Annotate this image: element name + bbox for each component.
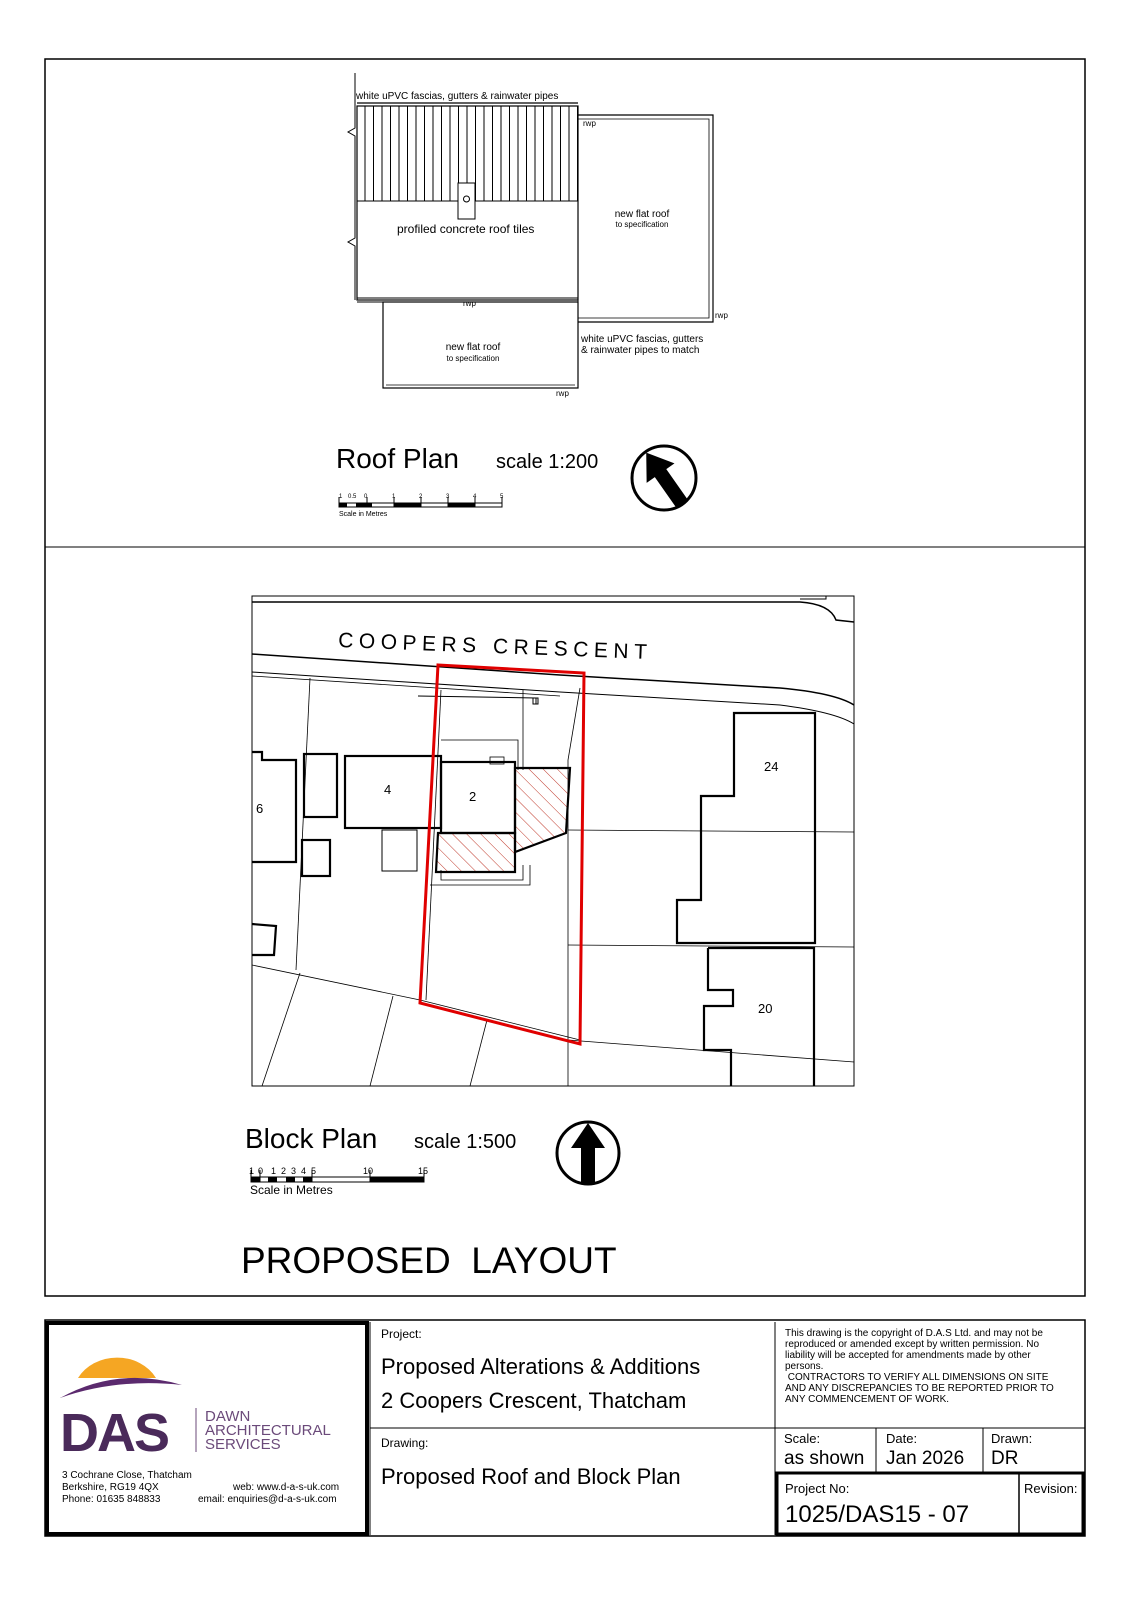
label-fascia-match-1: white uPVC fascias, gutters xyxy=(581,334,704,345)
label-rwp-3: rwp xyxy=(715,311,728,320)
copyright-line-1: This drawing is the copyright of D.A.S Ltd. and may not be xyxy=(785,1328,1043,1339)
house-24 xyxy=(677,713,815,943)
road-edge-bottom xyxy=(252,654,854,705)
block-plan-title: Block Plan xyxy=(245,1123,378,1154)
label-flat-roof-bottom: new flat roof xyxy=(445,342,501,353)
drawn-label: Drawn: xyxy=(991,1431,1033,1446)
house-6-shed xyxy=(302,840,330,876)
project-no-value: 1025/DAS15 - 07 xyxy=(785,1501,970,1528)
house-number-6: 6 xyxy=(256,801,264,816)
block-scale-tick-4: 3 xyxy=(291,1166,297,1176)
label-fascia-match-2: & rainwater pipes to match xyxy=(581,345,700,356)
house-number-24: 24 xyxy=(764,759,779,774)
block-scale-tick-0: 1 xyxy=(249,1166,255,1176)
copyright-line-7: ANY COMMENCEMENT OF WORK. xyxy=(785,1394,950,1405)
roof-scale-tick-1: 0.5 xyxy=(348,494,357,500)
sheet-title: PROPOSED LAYOUT xyxy=(241,1240,617,1281)
project-no-label: Project No: xyxy=(785,1481,850,1496)
logo-arc-icon xyxy=(60,1378,182,1398)
logo-name-2: ARCHITECTURAL xyxy=(205,1422,331,1439)
copyright-line-4: persons. xyxy=(785,1361,824,1372)
block-scale-tick-6: 5 xyxy=(311,1166,317,1176)
label-flat-roof-right: new flat roof xyxy=(614,209,670,220)
project-label: Project: xyxy=(381,1327,422,1341)
label-rwp-1: rwp xyxy=(583,119,596,128)
sheet-border xyxy=(45,59,1085,1296)
north-arrow-icon xyxy=(632,443,696,513)
house-4-outbuilding xyxy=(382,830,417,871)
house-20 xyxy=(708,948,814,1086)
project-line-2: 2 Coopers Crescent, Thatcham xyxy=(381,1388,687,1413)
revision-label: Revision: xyxy=(1024,1481,1078,1496)
extension-side xyxy=(515,768,570,852)
logo-letters: DAS xyxy=(60,1403,169,1463)
drawing-label: Drawing: xyxy=(381,1436,429,1450)
label-roof-tiles: profiled concrete roof tiles xyxy=(397,222,535,236)
logo-name-3: SERVICES xyxy=(205,1436,281,1453)
road-edge-top xyxy=(252,602,854,622)
roof-scale-tick-7: 5 xyxy=(500,494,504,500)
roof-scale-tick-6: 4 xyxy=(473,494,477,500)
scale-value: as shown xyxy=(784,1448,865,1469)
label-rwp-4: rwp xyxy=(556,389,569,398)
label-rwp-2: rwp xyxy=(463,299,476,308)
date-label: Date: xyxy=(886,1431,918,1446)
company-address-2: Berkshire, RG19 4QX xyxy=(62,1482,159,1493)
copyright-notice xyxy=(785,1328,1080,1405)
extension-rear xyxy=(436,833,515,872)
copyright-line-2: reproduced or amended except by written permission. No xyxy=(785,1339,1040,1350)
logo-name-1: DAWN xyxy=(205,1408,251,1425)
block-scale-tick-5: 4 xyxy=(301,1166,307,1176)
roof-scale-tick-4: 2 xyxy=(419,494,423,500)
block-scale-caption: Scale in Metres xyxy=(250,1183,333,1197)
logo-sun-icon xyxy=(78,1358,156,1378)
label-spec-bottom: to specification xyxy=(446,354,500,363)
block-scale-bar xyxy=(249,1166,428,1197)
roof-scale-caption: Scale in Metres xyxy=(339,511,388,518)
company-address-1: 3 Cochrane Close, Thatcham xyxy=(62,1470,192,1481)
label-spec-right: to specification xyxy=(615,220,669,229)
roof-vent xyxy=(458,183,475,219)
block-scale-tick-1: 0 xyxy=(258,1166,264,1176)
roof-wall-break xyxy=(348,73,355,300)
scale-label: Scale: xyxy=(784,1431,821,1446)
roof-plan-scale: scale 1:200 xyxy=(496,451,599,473)
drawing-title: Proposed Roof and Block Plan xyxy=(381,1464,681,1489)
date-value: Jan 2026 xyxy=(886,1448,965,1469)
company-email[interactable]: email: enquiries@d-a-s-uk.com xyxy=(198,1494,337,1505)
roof-scale-tick-5: 3 xyxy=(446,494,450,500)
house-6-outbuilding xyxy=(304,754,337,817)
roof-plan xyxy=(336,73,728,518)
house-4 xyxy=(345,756,441,828)
block-scale-tick-2: 1 xyxy=(271,1166,277,1176)
block-scale-tick-8: 15 xyxy=(418,1166,429,1176)
roof-scale-tick-3: 1 xyxy=(392,494,396,500)
company-phone: Phone: 01635 848833 xyxy=(62,1494,161,1505)
project-line-1: Proposed Alterations & Additions xyxy=(381,1354,701,1379)
block-scale-tick-3: 2 xyxy=(281,1166,287,1176)
street-name: COOPERS CRESCENT xyxy=(337,629,653,665)
roof-scale-tick-2: 0 xyxy=(364,494,368,500)
house-number-4: 4 xyxy=(384,782,392,797)
roof-scale-tick-0: 1 xyxy=(339,494,343,500)
roof-scale-bar xyxy=(339,494,504,518)
label-fascia-top: white uPVC fascias, gutters & rainwater pipes xyxy=(356,91,559,102)
copyright-line-5: CONTRACTORS TO VERIFY ALL DIMENSIONS ON SITE xyxy=(785,1372,1049,1383)
drawn-value: DR xyxy=(991,1448,1019,1469)
company-web[interactable]: web: www.d-a-s-uk.com xyxy=(233,1482,340,1493)
copyright-line-3: liability will be accepted for amendments made by other xyxy=(785,1350,1031,1361)
copyright-line-6: AND ANY DISCREPANCIES TO BE REPORTED PRIOR TO xyxy=(785,1383,1054,1394)
block-plan-scale: scale 1:500 xyxy=(414,1131,517,1153)
house-number-2: 2 xyxy=(469,789,477,804)
block-plan xyxy=(245,592,854,1197)
roof-plan-title: Roof Plan xyxy=(336,443,459,474)
house-number-20: 20 xyxy=(758,1001,773,1016)
block-scale-tick-7: 10 xyxy=(363,1166,374,1176)
block-north-arrow-icon xyxy=(557,1122,619,1184)
das-logo xyxy=(60,1358,331,1463)
house-2 xyxy=(441,762,515,833)
